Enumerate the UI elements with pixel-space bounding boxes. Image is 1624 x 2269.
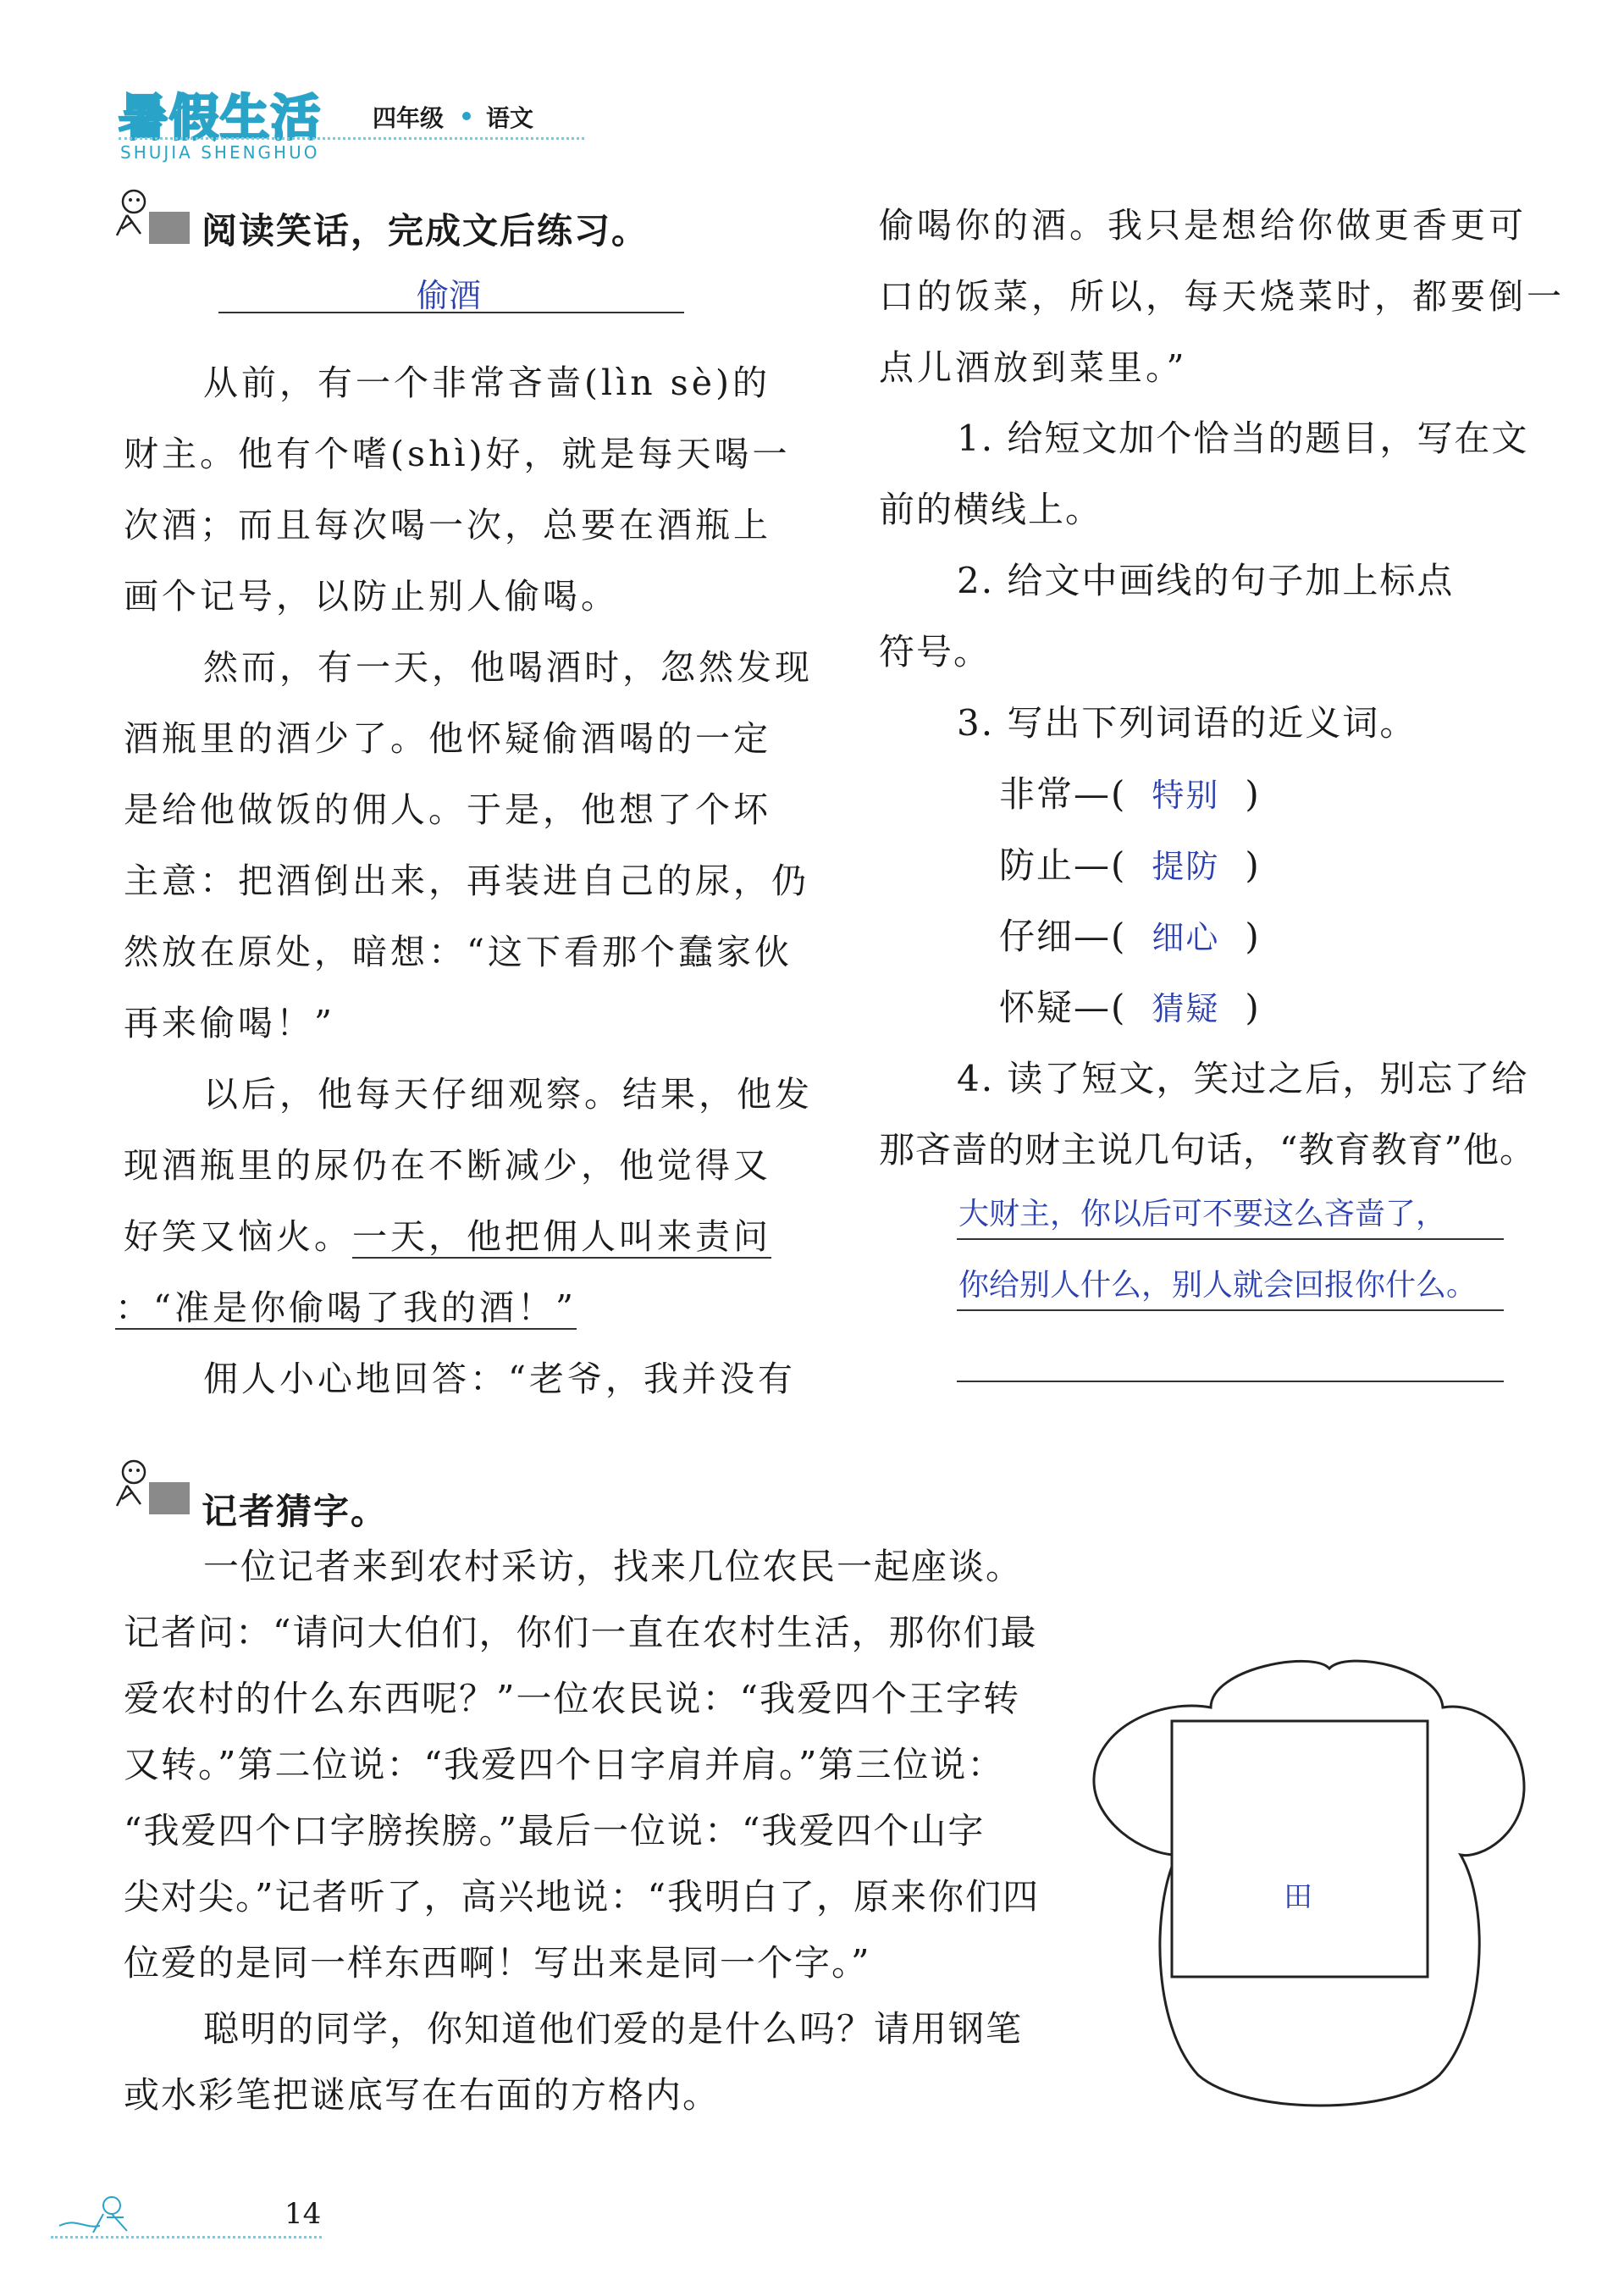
section2-heading: 记者猜字。 <box>202 1491 389 1532</box>
question-1: 1. 给短文加个恰当的题目，写在文 <box>957 418 1529 459</box>
text-line: 然而，有一天，他喝酒时，忽然发现 <box>203 647 813 688</box>
text-line: 记者问：“请问大伯们，你们一直在农村生活，那你们最 <box>124 1612 1038 1653</box>
text-line: 从前，有一个非常吝啬(lìn sè)的 <box>203 362 771 403</box>
riddle-answer: 田 <box>1284 1880 1312 1914</box>
logo-pinyin: SHUJIA SHENGHUO <box>120 142 320 163</box>
synonym-word: 防止—( <box>999 844 1127 886</box>
text-line: 现酒瓶里的尿仍在不断减少，他觉得又 <box>124 1145 771 1186</box>
synonym-row <box>999 988 1261 1029</box>
answer-underline <box>957 1309 1504 1311</box>
text-line: 又转。”第二位说：“我爱四个日字肩并肩。”第三位说： <box>124 1744 1005 1785</box>
synonym-answer: 细心 <box>1152 919 1220 956</box>
q4-answer-line: 大财主，你以后可不要这么吝啬了， <box>958 1197 1447 1231</box>
text-line: 画个记号，以防止别人偷喝。 <box>124 576 619 617</box>
text-line: 再来偷喝！” <box>124 1003 335 1043</box>
text-line: 然放在原处，暗想：“这下看那个蠢家伙 <box>124 932 793 972</box>
text-line: 佣人小心地回答：“老爷，我并没有 <box>203 1359 796 1399</box>
synonym-close: ) <box>1245 916 1261 957</box>
synonym-answer: 特别 <box>1152 777 1220 814</box>
text-line: 口的饭菜，所以，每天烧菜时，都要倒一 <box>879 276 1565 317</box>
answer-underline <box>957 1381 1504 1382</box>
synonym-word: 非常—( <box>999 773 1127 815</box>
text-line: 酒瓶里的酒少了。他怀疑偷酒喝的一定 <box>124 718 771 759</box>
text-line: 主意：把酒倒出来，再装进自己的尿，仍 <box>124 861 809 901</box>
text-line: 偷喝你的酒。我只是想给你做更香更可 <box>879 205 1527 246</box>
synonym-word: 仔细—( <box>999 916 1127 957</box>
question-2: 2. 给文中画线的句子加上标点 <box>957 560 1455 601</box>
text-line: 爱农村的什么东西呢？”一位农民说：“我爱四个王字转 <box>124 1678 1020 1719</box>
title-answer: 偷酒 <box>417 277 482 314</box>
synonym-row <box>999 845 1261 887</box>
kid-icon <box>107 186 191 247</box>
title-answer-line <box>218 312 684 313</box>
answer-box <box>1172 1721 1428 1977</box>
footer-kid-icon <box>51 2192 152 2243</box>
underlined-sentence: ：“准是你偷喝了我的酒！” <box>115 1287 577 1328</box>
text-line: 聪明的同学，你知道他们爱的是什么吗？请用钢笔 <box>203 2008 1024 2050</box>
question-3: 3. 写出下列词语的近义词。 <box>957 702 1417 744</box>
answer-frame <box>1084 1652 1558 2126</box>
synonym-word: 怀疑—( <box>999 987 1127 1028</box>
text-line: 点儿酒放到菜里。” <box>879 347 1188 388</box>
answer-underline <box>957 1238 1504 1240</box>
footer-divider <box>51 2236 322 2239</box>
synonym-close: ) <box>1245 773 1261 815</box>
kid-icon <box>107 1457 191 1518</box>
text-line: “我爱四个口字膀挨膀。”最后一位说：“我爱四个山字 <box>124 1810 986 1851</box>
text-line <box>124 1216 771 1257</box>
text-line: 位爱的是同一样东西啊！写出来是同一个字。” <box>124 1942 871 1984</box>
synonym-answer: 猜疑 <box>1152 990 1220 1027</box>
synonym-row <box>999 774 1261 816</box>
header-divider <box>119 137 584 140</box>
question-4: 4. 读了短文，笑过之后，别忘了给 <box>957 1058 1529 1099</box>
text-line: 一位记者来到农村采访，找来几位农民一起座谈。 <box>203 1546 1024 1587</box>
synonym-row <box>999 916 1261 958</box>
text-line: 或水彩笔把谜底写在右面的方格内。 <box>124 2074 721 2116</box>
logo-title: 暑假生活 <box>119 89 323 147</box>
text-plain: 好笑又恼火。 <box>124 1216 352 1257</box>
synonym-answer: 提防 <box>1152 848 1220 885</box>
question-4-cont: 那吝啬的财主说几句话，“教育教育”他。 <box>879 1129 1536 1170</box>
synonym-close: ) <box>1245 844 1261 886</box>
page-number: 14 <box>284 2197 322 2231</box>
underlined-sentence: 一天，他把佣人叫来责问 <box>352 1216 771 1257</box>
question-2-cont: 符号。 <box>879 631 992 672</box>
header-dot <box>462 112 471 120</box>
section1-heading: 阅读笑话，完成文后练习。 <box>202 210 649 252</box>
synonym-close: ) <box>1245 987 1261 1028</box>
text-line: 财主。他有个嗜(shì)好，就是每天喝一 <box>124 434 791 474</box>
grade-label: 四年级 <box>373 104 445 132</box>
text-line: 以后，他每天仔细观察。结果，他发 <box>203 1074 813 1115</box>
text-line: 是给他做饭的佣人。于是，他想了个坏 <box>124 789 771 830</box>
question-1-cont: 前的横线上。 <box>879 489 1103 530</box>
text-line: 尖对尖。”记者听了，高兴地说：“我明白了，原来你们四 <box>124 1876 1040 1918</box>
q4-answer-line: 你给别人什么，别人就会回报你什么。 <box>958 1268 1478 1303</box>
subject-label: 语文 <box>486 104 534 132</box>
text-line: 次酒；而且每次喝一次，总要在酒瓶上 <box>124 505 771 545</box>
